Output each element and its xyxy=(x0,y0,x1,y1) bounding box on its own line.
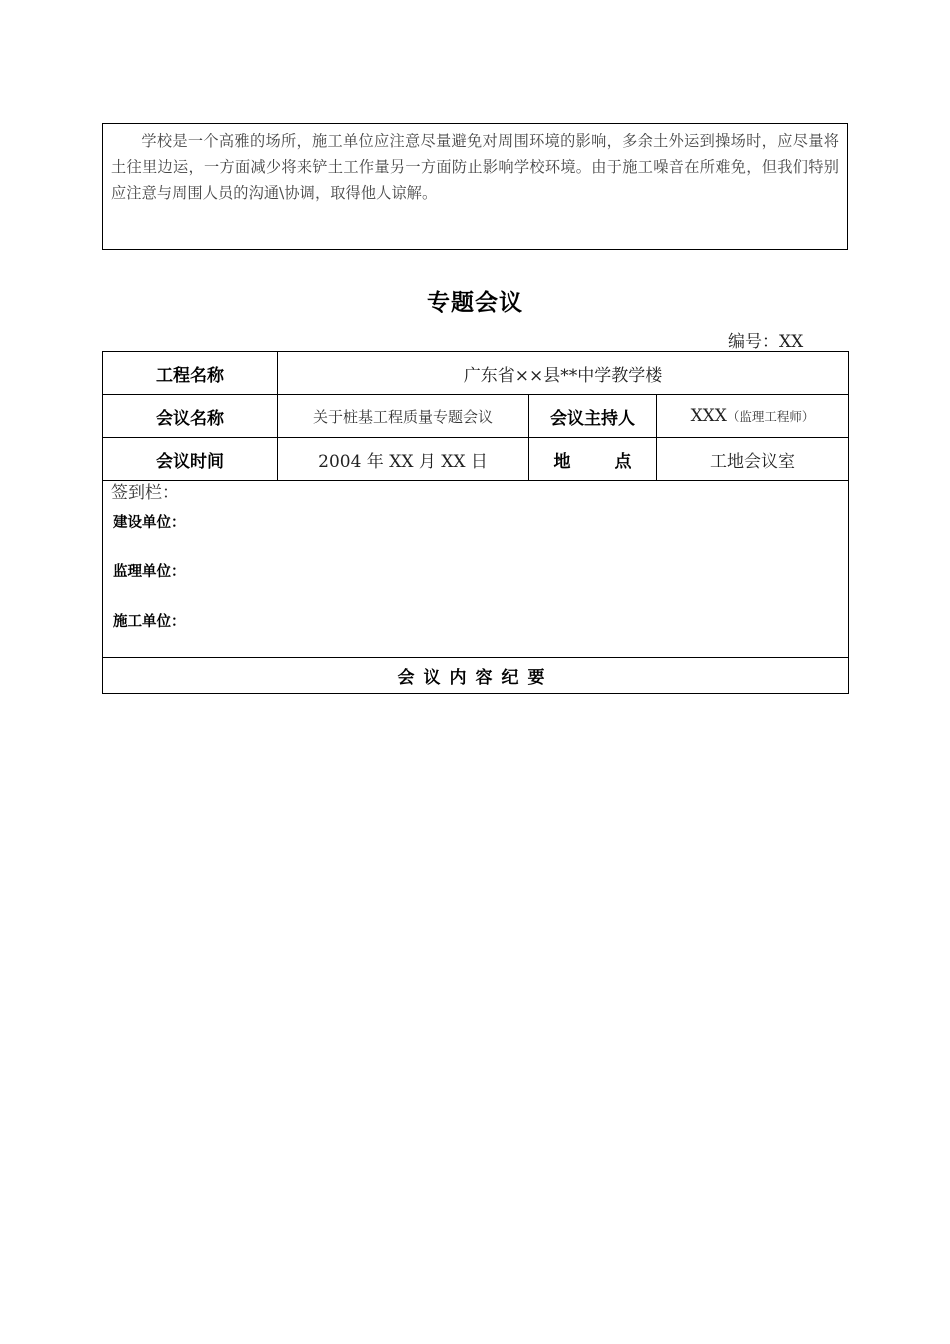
location-value: 工地会议室 xyxy=(657,438,849,481)
meeting-name-row xyxy=(103,395,849,438)
summary-row xyxy=(103,658,849,694)
meeting-name-value: 关于桩基工程质量专题会议 xyxy=(278,395,529,438)
serial-number: 编号：XX xyxy=(728,332,804,352)
project-name-value: 广东省××县**中学教学楼 xyxy=(278,352,849,395)
signin-unit-builder: 建设单位： xyxy=(113,515,186,531)
project-row xyxy=(103,352,849,395)
project-name-label: 工程名称 xyxy=(103,352,278,395)
host-note: （监理工程师） xyxy=(726,409,815,424)
signin-unit-contractor: 施工单位： xyxy=(113,614,186,630)
location-label-char-1: 地 xyxy=(553,451,571,472)
note-box xyxy=(102,123,848,250)
summary-label: 会议内容纪要 xyxy=(103,658,849,694)
signin-cell xyxy=(103,481,849,658)
time-row xyxy=(103,438,849,481)
note-text: 学校是一个高雅的场所，施工单位应注意尽量避免对周围环境的影响，多余土外运到操场时，应尽量将土往里边运，一方面减少将来铲土工作量另一方面防止影响学校环境。由于施工噪音在所难免，但我们特别应注意与周围人员的沟通\协调，取得他人谅解。 xyxy=(111,132,839,202)
time-label: 会议时间 xyxy=(103,438,278,481)
host-cell xyxy=(657,395,849,438)
meeting-name-label: 会议名称 xyxy=(103,395,278,438)
location-label-char-2: 点 xyxy=(614,451,632,472)
time-value: 2004 年 XX 月 XX 日 xyxy=(278,438,529,481)
signin-unit-supervisor: 监理单位： xyxy=(113,564,186,580)
signin-row xyxy=(103,481,849,658)
meeting-table xyxy=(102,351,849,694)
host-label: 会议主持人 xyxy=(529,395,657,438)
page-title: 专题会议 xyxy=(427,290,523,316)
location-label xyxy=(529,438,657,481)
host-value: XXX xyxy=(690,406,727,426)
signin-title: 签到栏： xyxy=(111,483,179,503)
